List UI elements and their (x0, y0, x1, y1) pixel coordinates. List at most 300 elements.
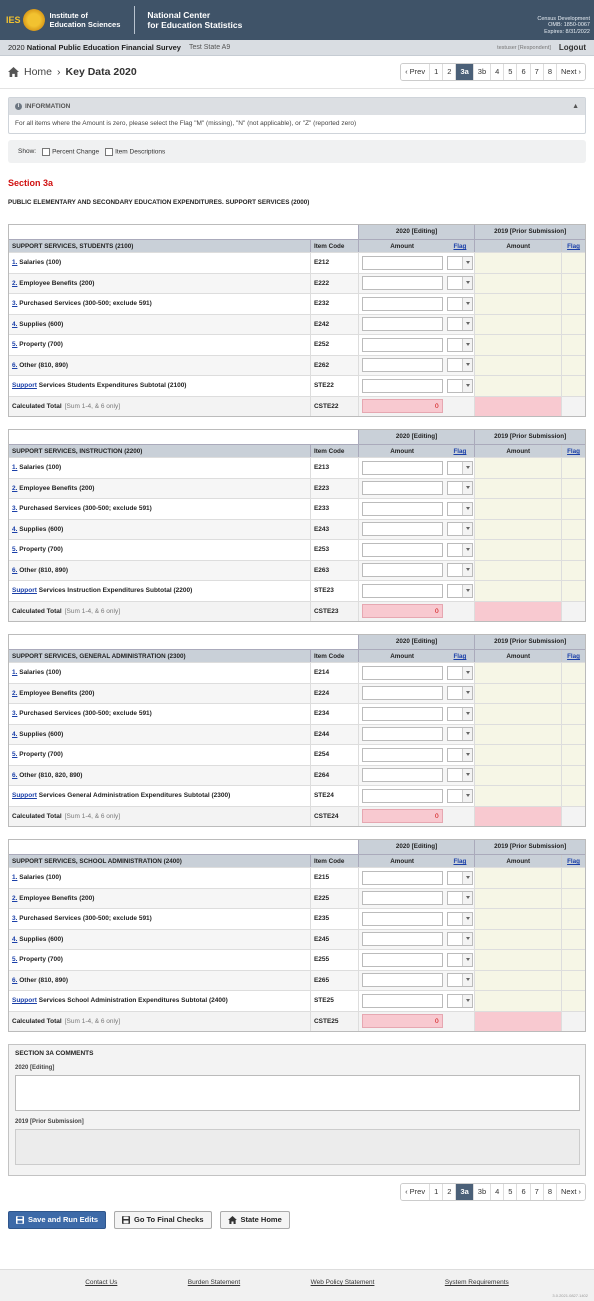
calculated-total-code: CSTE24 (310, 807, 358, 827)
amount-2020-cell (358, 376, 446, 396)
pager-page-3b[interactable]: 3b (474, 1184, 491, 1200)
flag-2020-cell (445, 868, 474, 888)
table-row (9, 785, 585, 806)
flag-select[interactable] (447, 338, 473, 352)
row-number-link[interactable]: Support (12, 587, 37, 595)
flag-2019-header-link[interactable]: Flag (561, 855, 585, 867)
amount-input[interactable] (362, 584, 443, 598)
amount-input[interactable] (362, 666, 443, 680)
state-home-button-label: State Home (240, 1215, 282, 1224)
breadcrumb-current: Key Data 2020 (65, 66, 137, 78)
row-number-link[interactable]: 6. (12, 771, 18, 779)
amount-2020-cell (358, 971, 446, 991)
banner-divider (134, 6, 135, 34)
amount-input[interactable] (362, 768, 443, 782)
column-header-row (9, 239, 585, 252)
row-label (9, 335, 310, 355)
flag-2019-header-link[interactable]: Flag (561, 650, 585, 662)
flag-select[interactable] (447, 727, 473, 741)
chevron-down-icon (466, 589, 470, 592)
amount-2020-cell (358, 950, 446, 970)
table-row (9, 703, 585, 724)
amount-2020-cell (358, 274, 446, 294)
amount-2020-cell (358, 540, 446, 560)
calculated-total-label (9, 602, 310, 622)
amount-input[interactable] (362, 953, 443, 967)
flag-2019-header-link[interactable]: Flag (561, 445, 585, 457)
amount-input[interactable] (362, 994, 443, 1008)
row-number-link[interactable]: 2. (12, 689, 18, 697)
ies-letters: IES (6, 15, 21, 25)
pager-page-8[interactable]: 8 (544, 64, 557, 80)
item-code: E253 (310, 540, 358, 560)
information-text: For all items where the Amount is zero, please select the Flag "M" (missing), "N" (not applicable), or "Z" (reported zero) (15, 120, 357, 127)
pager-prev[interactable]: ‹ Prev (401, 1184, 430, 1200)
row-label (9, 930, 310, 950)
save-and-run-edits-button[interactable] (8, 1211, 106, 1229)
flag-select[interactable] (447, 748, 473, 762)
flag-select[interactable] (447, 563, 473, 577)
row-label (9, 725, 310, 745)
pager-page-5[interactable]: 5 (504, 64, 517, 80)
flag-select[interactable] (447, 973, 473, 987)
amount-input[interactable] (362, 317, 443, 331)
row-number-link[interactable]: 4. (12, 525, 18, 533)
item-code: E222 (310, 274, 358, 294)
flag-select[interactable] (447, 358, 473, 372)
item-code: STE22 (310, 376, 358, 396)
floppy-disk-icon (16, 1216, 24, 1224)
flag-select[interactable] (447, 297, 473, 311)
flag-2020-cell (445, 335, 474, 355)
row-number-link[interactable]: 4. (12, 935, 18, 943)
flag-select[interactable] (447, 379, 473, 393)
flag-select[interactable] (447, 789, 473, 803)
pager-page-3b[interactable]: 3b (474, 64, 491, 80)
chevron-down-icon (466, 712, 470, 715)
item-code: E244 (310, 725, 358, 745)
pager-page-1[interactable]: 1 (430, 1184, 443, 1200)
flag-select[interactable] (447, 686, 473, 700)
flag-select[interactable] (447, 584, 473, 598)
footer-link-burden-statement[interactable]: Burden Statement (187, 1279, 241, 1286)
table-title: SUPPORT SERVICES, STUDENTS (2100) (12, 243, 134, 250)
amount-2020-cell (358, 294, 446, 314)
pager-page-6[interactable]: 6 (517, 64, 530, 80)
row-number-link[interactable]: 5. (12, 341, 18, 349)
flag-2019-cell (561, 458, 585, 478)
chevron-down-icon (466, 302, 470, 305)
row-label (9, 356, 310, 376)
flag-2019-cell (561, 294, 585, 314)
table-row (9, 970, 585, 991)
sun-logo-icon (23, 9, 45, 31)
table-row (9, 724, 585, 745)
flag-2019-cell (561, 253, 585, 273)
table-title: SUPPORT SERVICES, GENERAL ADMINISTRATION (2300) (12, 653, 186, 660)
ies-line-2: Education Sciences (49, 20, 121, 29)
row-number-link[interactable]: 3. (12, 300, 18, 308)
flag-2020-cell (445, 725, 474, 745)
row-label-text: Supplies (600) (19, 525, 64, 533)
amount-input[interactable] (362, 338, 443, 352)
amount-input[interactable] (362, 707, 443, 721)
row-label (9, 479, 310, 499)
row-number-link[interactable]: 3. (12, 710, 18, 718)
pager-page-8[interactable]: 8 (544, 1184, 557, 1200)
item-descriptions-option[interactable] (105, 148, 165, 156)
chevron-down-icon (466, 281, 470, 284)
flag-2020-header-link[interactable]: Flag (453, 858, 467, 865)
item-code-header: Item Code (310, 650, 358, 662)
flag-select[interactable] (447, 953, 473, 967)
comments-2020-textarea[interactable] (15, 1075, 580, 1111)
go-to-final-checks-button[interactable] (114, 1211, 211, 1229)
table-row (9, 765, 585, 786)
pager-next[interactable]: Next › (557, 1184, 585, 1200)
row-number-link[interactable]: 1. (12, 464, 18, 472)
chevron-right-icon: › (57, 66, 61, 78)
amount-2019-cell (474, 315, 561, 335)
breadcrumb (8, 66, 137, 78)
item-code: E212 (310, 253, 358, 273)
flag-select[interactable] (447, 912, 473, 926)
blank-header (9, 635, 358, 649)
row-number-link[interactable]: 5. (12, 751, 18, 759)
year-2020-header: 2020 [Editing] (358, 840, 475, 854)
amount-input[interactable] (362, 912, 443, 926)
row-label-text: Property (700) (19, 956, 63, 964)
page-footer (0, 1269, 594, 1301)
row-number-link[interactable]: 1. (12, 259, 18, 267)
table-row (9, 990, 585, 1011)
section-subtitle: PUBLIC ELEMENTARY AND SECONDARY EDUCATION EXPENDITURES. SUPPORT SERVICES (2000) (8, 199, 310, 206)
row-label (9, 971, 310, 991)
flag-select[interactable] (447, 461, 473, 475)
flag-select[interactable] (447, 502, 473, 516)
calculated-total-code: CSTE23 (310, 602, 358, 622)
row-number-link[interactable]: Support (12, 382, 37, 390)
calculated-total-row (9, 396, 585, 417)
flag-2020-cell (445, 991, 474, 1011)
flag-select[interactable] (447, 543, 473, 557)
amount-2020-cell (358, 581, 446, 601)
amount-2020-cell (358, 889, 446, 909)
table-row (9, 375, 585, 396)
show-label: Show: (18, 148, 37, 155)
row-number-link[interactable]: 1. (12, 669, 18, 677)
pager-page-7[interactable]: 7 (531, 64, 544, 80)
table-row (9, 949, 585, 970)
amount-2019-cell (474, 561, 561, 581)
row-label (9, 499, 310, 519)
calculated-total-row (9, 601, 585, 622)
amount-input[interactable] (362, 871, 443, 885)
row-number-link[interactable]: Support (12, 997, 37, 1005)
row-number-link[interactable]: Support (12, 792, 37, 800)
pager-page-1[interactable]: 1 (430, 64, 443, 80)
amount-2019-cell (474, 766, 561, 786)
amount-2019-cell (474, 376, 561, 396)
flag-select[interactable] (447, 256, 473, 270)
amount-2019-cell (474, 745, 561, 765)
flag-2019-cell (561, 356, 585, 376)
row-number-link[interactable]: 4. (12, 730, 18, 738)
flag-select[interactable] (447, 276, 473, 290)
chevron-down-icon (466, 794, 470, 797)
state-home-button[interactable] (220, 1211, 290, 1229)
row-number-link[interactable]: 3. (12, 505, 18, 513)
footer-link-web-policy[interactable]: Web Policy Statement (310, 1279, 375, 1286)
row-label (9, 868, 310, 888)
amount-input[interactable] (362, 748, 443, 762)
flag-select[interactable] (447, 481, 473, 495)
row-label-text: Salaries (100) (19, 464, 62, 472)
amount-input[interactable] (362, 502, 443, 516)
column-header-row (9, 854, 585, 867)
flag-2019-header-link[interactable]: Flag (561, 240, 585, 252)
flag-select[interactable] (447, 768, 473, 782)
table-row (9, 498, 585, 519)
pager-page-6[interactable]: 6 (517, 1184, 530, 1200)
chevron-down-icon (466, 466, 470, 469)
year-2020-header: 2020 [Editing] (358, 225, 475, 239)
show-options (8, 140, 586, 163)
row-label-text: Supplies (600) (19, 935, 64, 943)
flag-2020-cell (445, 909, 474, 929)
flag-select[interactable] (447, 707, 473, 721)
amount-2019-cell (474, 684, 561, 704)
expenditure-table (8, 634, 586, 827)
pager-prev[interactable]: ‹ Prev (401, 64, 430, 80)
nces-name[interactable] (147, 10, 242, 30)
item-code-header: Item Code (310, 445, 358, 457)
table-body (9, 457, 585, 621)
row-label (9, 909, 310, 929)
row-label-text: Supplies (600) (19, 730, 64, 738)
row-label-text: Employee Benefits (200) (19, 279, 95, 287)
percent-change-checkbox[interactable] (42, 148, 50, 156)
row-label-text: Property (700) (19, 341, 63, 349)
amount-input[interactable] (362, 461, 443, 475)
item-code: E262 (310, 356, 358, 376)
calculated-total-value: 0 (362, 604, 443, 618)
amount-2020-cell (358, 561, 446, 581)
chevron-down-icon (466, 937, 470, 940)
amount-input[interactable] (362, 276, 443, 290)
row-number-link[interactable]: 6. (12, 976, 18, 984)
survey-year: 2020 (8, 43, 25, 52)
table-title: SUPPORT SERVICES, SCHOOL ADMINISTRATION (2400) (12, 858, 182, 865)
comments-2019-textarea (15, 1129, 580, 1165)
flag-select[interactable] (447, 522, 473, 536)
flag-select[interactable] (447, 317, 473, 331)
amount-input[interactable] (362, 891, 443, 905)
table-body (9, 662, 585, 826)
table-row (9, 355, 585, 376)
amount-input[interactable] (362, 563, 443, 577)
breadcrumb-home[interactable]: Home (24, 66, 53, 78)
pager-page-4[interactable]: 4 (491, 64, 504, 80)
amount-input[interactable] (362, 543, 443, 557)
row-number-link[interactable]: 5. (12, 546, 18, 554)
omb-info (537, 16, 590, 35)
amount-2020-cell (358, 520, 446, 540)
row-number-link[interactable]: 6. (12, 566, 18, 574)
row-label (9, 376, 310, 396)
floppy-disk-icon (122, 1216, 130, 1224)
census-line-3: Expires: 8/31/2022 (544, 28, 590, 35)
flag-2019-cell (561, 889, 585, 909)
footer-link-contact-us[interactable]: Contact Us (85, 1279, 118, 1286)
flag-2019-cell (561, 520, 585, 540)
amount-2019-cell (474, 868, 561, 888)
amount-input[interactable] (362, 789, 443, 803)
amount-2020-cell (358, 725, 446, 745)
chevron-down-icon (466, 527, 470, 530)
amount-input[interactable] (362, 932, 443, 946)
flag-2020-cell (445, 561, 474, 581)
flag-select[interactable] (447, 891, 473, 905)
amount-input[interactable] (362, 973, 443, 987)
amount-2019-header: Amount (474, 650, 561, 662)
pager-page-3a[interactable]: 3a (456, 1184, 473, 1200)
amount-input[interactable] (362, 379, 443, 393)
row-label-text: Purchased Services (300-500; exclude 591) (19, 710, 152, 718)
row-number-link[interactable]: 2. (12, 484, 18, 492)
amount-input[interactable] (362, 727, 443, 741)
amount-2020-cell (358, 315, 446, 335)
row-label-text: Services Instruction Expenditures Subtotal (2200) (38, 587, 193, 595)
row-number-link[interactable]: 3. (12, 915, 18, 923)
action-buttons (8, 1211, 290, 1229)
percent-change-option[interactable] (42, 148, 99, 156)
table-row (9, 293, 585, 314)
item-code: E235 (310, 909, 358, 929)
amount-2019-cell (474, 889, 561, 909)
row-number-link[interactable]: 1. (12, 874, 18, 882)
row-label-text: Supplies (600) (19, 320, 64, 328)
page-pager-top (400, 63, 586, 81)
calculated-total-2019-flag-cell (561, 397, 585, 417)
pager-next[interactable]: Next › (557, 64, 585, 80)
pager-page-4[interactable]: 4 (491, 1184, 504, 1200)
row-number-link[interactable]: 2. (12, 894, 18, 902)
amount-2020-cell (358, 930, 446, 950)
flag-2020-header-link[interactable]: Flag (453, 653, 467, 660)
calculated-total-label (9, 1012, 310, 1032)
amount-2019-cell (474, 294, 561, 314)
amount-2019-cell (474, 356, 561, 376)
flag-2019-cell (561, 704, 585, 724)
amount-2019-cell (474, 663, 561, 683)
page-pager-bottom (400, 1183, 586, 1201)
amount-2019-header: Amount (474, 445, 561, 457)
year-header-row (9, 225, 585, 239)
flag-2020-header-link[interactable]: Flag (453, 448, 467, 455)
year-2019-header: 2019 [Prior Submission] (474, 225, 585, 239)
item-code-header: Item Code (310, 240, 358, 252)
ies-logo[interactable] (0, 9, 120, 31)
amount-2019-cell (474, 479, 561, 499)
row-label (9, 950, 310, 970)
row-label-text: Salaries (100) (19, 874, 62, 882)
flag-2019-cell (561, 971, 585, 991)
calculated-total-text: Calculated Total (12, 812, 62, 820)
amount-2020-cell (358, 335, 446, 355)
chevron-down-icon (466, 876, 470, 879)
caret-up-icon[interactable]: ▲ (572, 103, 579, 110)
row-label (9, 561, 310, 581)
calculated-total-2019-cell (474, 1012, 561, 1032)
amount-input[interactable] (362, 256, 443, 270)
row-label-text: Purchased Services (300-500; exclude 591) (19, 505, 152, 513)
item-code-header: Item Code (310, 855, 358, 867)
expenditure-table (8, 839, 586, 1032)
item-descriptions-checkbox[interactable] (105, 148, 113, 156)
amount-input[interactable] (362, 358, 443, 372)
pager-page-2[interactable]: 2 (443, 64, 456, 80)
information-header[interactable] (9, 98, 585, 115)
year-2019-header: 2019 [Prior Submission] (474, 840, 585, 854)
flag-select[interactable] (447, 932, 473, 946)
amount-input[interactable] (362, 481, 443, 495)
pager-page-7[interactable]: 7 (531, 1184, 544, 1200)
row-number-link[interactable]: 5. (12, 956, 18, 964)
flag-2020-header-link[interactable]: Flag (453, 243, 467, 250)
comments-title: SECTION 3A COMMENTS (15, 1050, 94, 1057)
table-row (9, 683, 585, 704)
amount-2020-cell (358, 991, 446, 1011)
calculated-total-text: Calculated Total (12, 1017, 62, 1025)
flag-select[interactable] (447, 666, 473, 680)
calculated-total-note: [Sum 1-4, & 6 only] (64, 1017, 121, 1025)
calculated-total-2019-cell (474, 397, 561, 417)
calculated-total-note: [Sum 1-4, & 6 only] (64, 402, 121, 410)
logout-link[interactable]: Logout (558, 43, 586, 52)
amount-input[interactable] (362, 297, 443, 311)
amount-input[interactable] (362, 686, 443, 700)
row-number-link[interactable]: 4. (12, 320, 18, 328)
table-row (9, 662, 585, 683)
amount-2019-cell (474, 950, 561, 970)
row-number-link[interactable]: 2. (12, 279, 18, 287)
flag-select[interactable] (447, 994, 473, 1008)
flag-2020-cell (445, 971, 474, 991)
flag-2020-cell (445, 540, 474, 560)
row-number-link[interactable]: 6. (12, 361, 18, 369)
amount-2020-cell (358, 479, 446, 499)
chevron-down-icon (466, 261, 470, 264)
calculated-total-2020-cell (358, 602, 446, 622)
ies-name (50, 11, 121, 29)
flag-2019-cell (561, 274, 585, 294)
footer-link-system-requirements[interactable]: System Requirements (444, 1279, 509, 1286)
row-label (9, 889, 310, 909)
row-label (9, 663, 310, 683)
amount-2019-cell (474, 253, 561, 273)
home-icon (228, 1216, 237, 1224)
blank-header (9, 225, 358, 239)
amount-2019-cell (474, 704, 561, 724)
amount-2020-cell (358, 663, 446, 683)
table-row (9, 478, 585, 499)
amount-input[interactable] (362, 522, 443, 536)
pager-page-2[interactable]: 2 (443, 1184, 456, 1200)
pager-page-5[interactable]: 5 (504, 1184, 517, 1200)
flag-select[interactable] (447, 871, 473, 885)
pager-page-3a[interactable]: 3a (456, 64, 473, 80)
